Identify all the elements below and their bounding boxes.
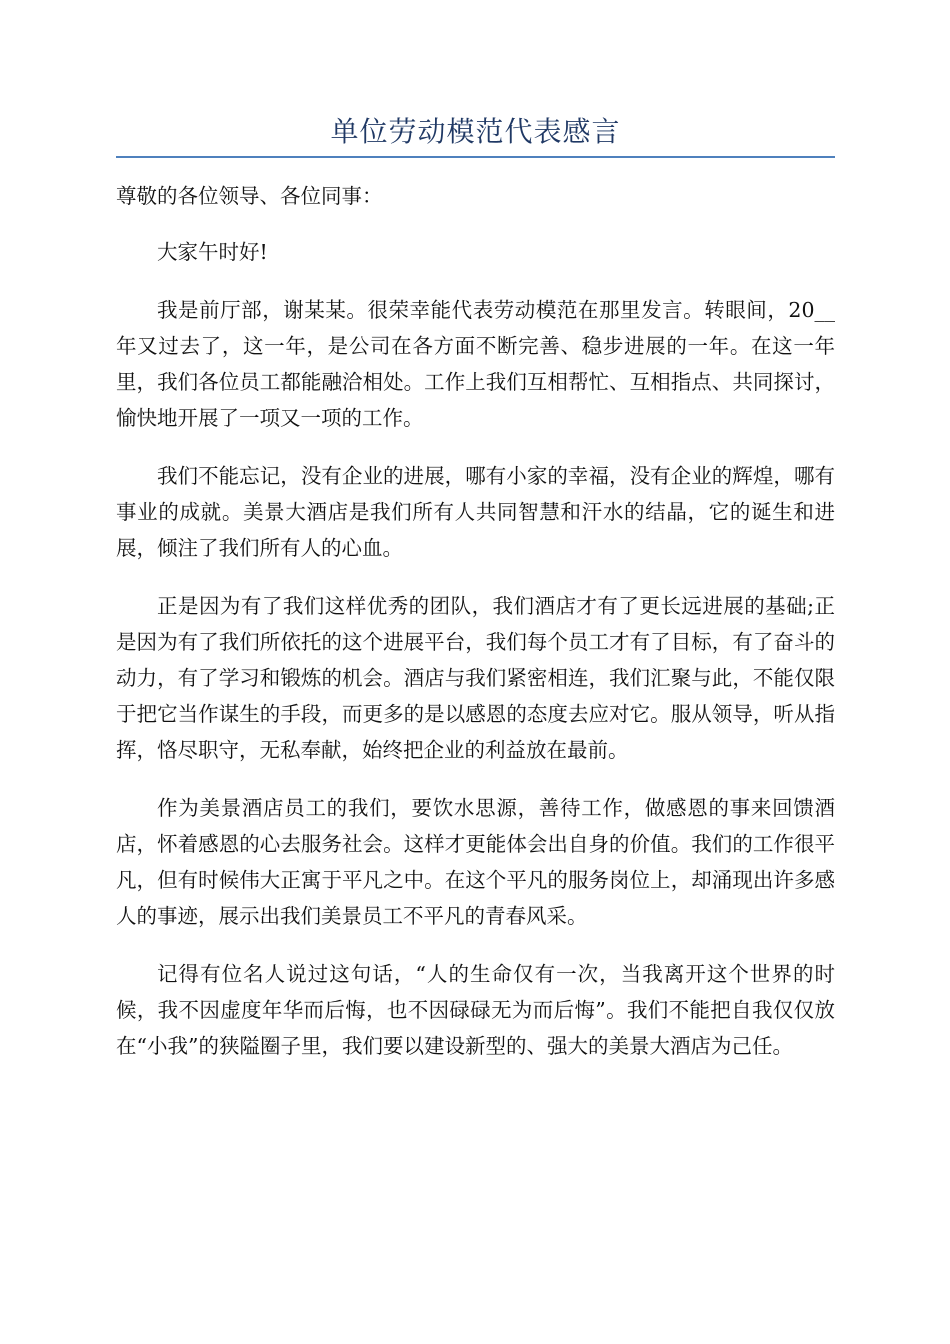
paragraph-quote: 记得有位名人说过这句话，“人的生命仅有一次，当我离开这个世界的时候，我不因虚度年华而后悔，也不因碌碌无为而后悔”。我们不能把自我仅仅放在“小我”的狭隘圈子里，我们要以建设新型的、强大的美景大酒店为己任。: [116, 962, 835, 1058]
document-body: [116, 178, 835, 1086]
paragraph-team: 正是因为有了我们这样优秀的团队，我们酒店才有了更长远进展的基础;正是因为有了我们所依托的这个进展平台，我们每个员工才有了目标，有了奋斗的动力，有了学习和锻炼的机会。酒店与我们紧密相连，我们汇聚与此，不能仅限于把它当作谋生的手段，而更多的是以感恩的态度去应对它。服从领导，听从指挥，恪尽职守，无私奉献，始终把企业的利益放在最前。: [116, 594, 835, 762]
page-title: 单位劳动模范代表感言: [330, 115, 621, 148]
title-block: [116, 112, 835, 158]
salutation: 尊敬的各位领导、各位同事：: [116, 184, 383, 208]
paragraph-gratitude: 作为美景酒店员工的我们，要饮水思源，善待工作，做感恩的事来回馈酒店，怀着感恩的心去服务社会。这样才更能体会出自身的价值。我们的工作很平凡，但有时候伟大正寓于平凡之中。在这个平凡的服务岗位上，却涌现出许多感人的事迹，展示出我们美景员工不平凡的青春风采。: [116, 796, 835, 928]
paragraph-introduction: 我是前厅部，谢某某。很荣幸能代表劳动模范在那里发言。转眼间，20__年又过去了，这一年，是公司在各方面不断完善、稳步进展的一年。在这一年里，我们各位员工都能融洽相处。工作上我们互相帮忙、互相指点、共同探讨，愉快地开展了一项又一项的工作。: [116, 298, 835, 430]
paragraph-enterprise: 我们不能忘记，没有企业的进展，哪有小家的幸福，没有企业的辉煌，哪有事业的成就。美景大酒店是我们所有人共同智慧和汗水的结晶，它的诞生和进展，倾注了我们所有人的心血。: [116, 464, 835, 560]
paragraph-greeting: 大家午时好!: [157, 240, 268, 264]
